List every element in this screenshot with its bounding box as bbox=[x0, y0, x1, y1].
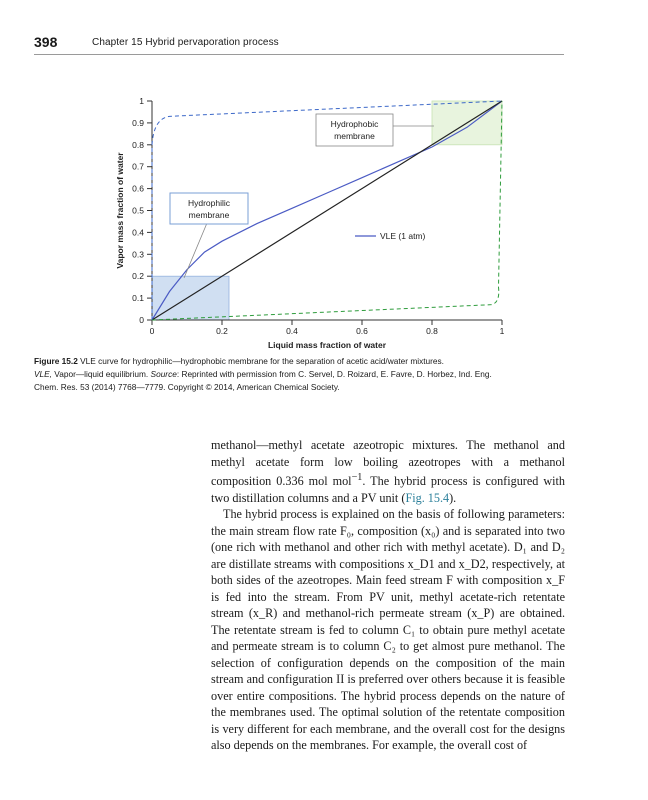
p1-sup: −1 bbox=[351, 472, 363, 483]
y-tick-label: 0.4 bbox=[132, 227, 144, 238]
caption-source-label: Source bbox=[150, 369, 177, 379]
figure-link[interactable]: Fig. 15.4 bbox=[405, 490, 450, 505]
y-tick-label: 0.2 bbox=[132, 271, 144, 282]
caption-abbrev: VLE, bbox=[34, 369, 52, 379]
figure-label: Figure 15.2 bbox=[34, 356, 78, 366]
x-axis-label: Liquid mass fraction of water bbox=[267, 340, 387, 350]
caption-source-text: : Reprinted with permission from C. Servel, D. Roizard, E. Favre, D. Horbez, Ind. Eng. bbox=[176, 369, 492, 379]
y-tick-label: 0.3 bbox=[132, 249, 144, 260]
y-tick-label: 0.6 bbox=[132, 183, 144, 194]
hydrophilic-pointer bbox=[184, 223, 207, 278]
x-tick-label: 0.4 bbox=[286, 326, 298, 336]
figure-caption bbox=[34, 355, 564, 394]
page-number: 398 bbox=[34, 34, 58, 50]
paragraph-2: The hybrid process is explained on the basis of following parameters: the main stream flow rate F₀, composition (x₀) and is separated into two (one rich with methanol and other rich with methyl acetate). D₁ and D₂ are distillate streams with compositions x_D1 and x_D2, respectively, at both sides of the azeotropes. Main feed stream F with composition x_F is fed into the stream. From PV unit, methyl acetate-rich retentate stream (x_R) and methanol-rich permeate stream (x_P) are obtained. The retentate stream is fed to column C₁ to obtain pure methyl acetate and permeate stream is to column C₂ to get almost pure methanol. The selection of configuration depends on the composition of the main stream and configuration II is preferred over others because it is feasible over entire compositions. The hybrid process depends on the nature of the membranes used. The optimal solution of the retentate composition is very different for each membrane, and the overall cost for the designs also depends on the membranes. For example, the overall cost of bbox=[211, 507, 565, 753]
p1-text-c: ). bbox=[449, 490, 457, 505]
y-axis-label: Vapor mass fraction of water bbox=[115, 152, 125, 269]
legend-label: VLE (1 atm) bbox=[380, 231, 426, 241]
y-tick-label: 0.9 bbox=[132, 117, 144, 128]
p1-text-a: methanol—methyl acetate azeotropic mixtures. The methanol and methyl acetate form low boiling azeotropes with a methanol composition 0.336 mol mol bbox=[211, 438, 565, 489]
chapter-title: Chapter 15 Hybrid pervaporation process bbox=[92, 37, 279, 48]
y-tick-label: 1 bbox=[139, 96, 144, 106]
x-tick-label: 1 bbox=[499, 326, 505, 336]
y-tick-label: 0.1 bbox=[132, 293, 144, 304]
y-tick-label: 0 bbox=[139, 315, 144, 325]
y-tick-label: 0.8 bbox=[132, 139, 144, 150]
caption-line3: Chem. Res. 53 (2014) 7768—7779. Copyright © 2014, American Chemical Society. bbox=[34, 382, 340, 392]
paragraph-1 bbox=[211, 437, 565, 506]
p1-text-b: . The hybrid process is configured with two distillation columns and a PV unit ( bbox=[211, 474, 566, 505]
x-tick-label: 0.2 bbox=[216, 326, 228, 336]
x-tick-label: 0.8 bbox=[426, 326, 438, 336]
hydrophilic-label-line2: membrane bbox=[188, 210, 230, 220]
y-tick-label: 0.5 bbox=[132, 205, 144, 216]
y-tick-label: 0.7 bbox=[132, 161, 144, 172]
x-tick-label: 0.6 bbox=[356, 326, 368, 336]
caption-line2: Vapor—liquid equilibrium. bbox=[52, 369, 151, 379]
caption-line1: VLE curve for hydrophilic—hydrophobic membrane for the separation of acetic acid/water mixtures. bbox=[77, 356, 444, 366]
body-text bbox=[211, 437, 565, 754]
x-tick-label: 0 bbox=[149, 326, 155, 336]
hydrophobic-label-line2: membrane bbox=[334, 131, 375, 141]
vle-chart bbox=[0, 0, 648, 360]
hydrophilic-label-line1: Hydrophilic bbox=[187, 198, 231, 208]
hydrophobic-label-line1: Hydrophobic bbox=[330, 119, 379, 129]
